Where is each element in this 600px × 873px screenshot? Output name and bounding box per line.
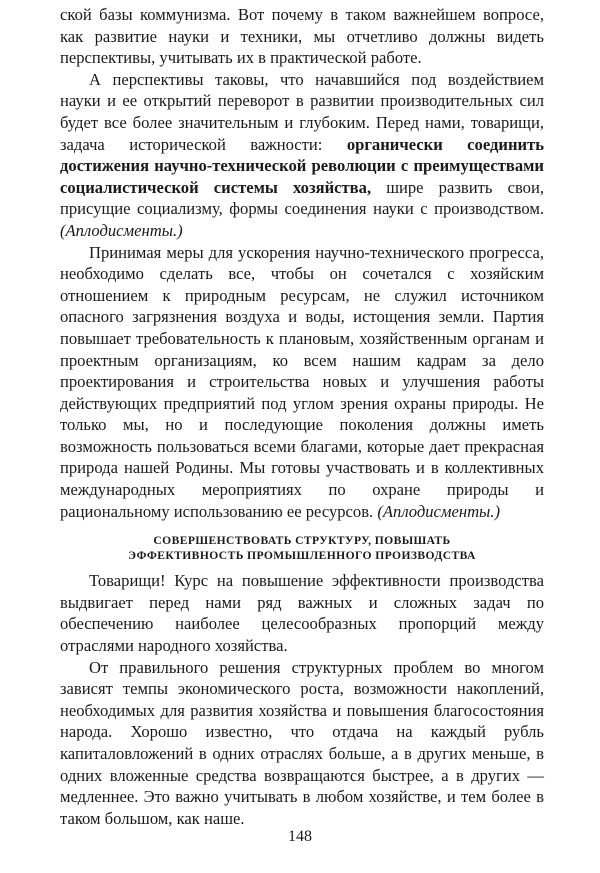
page-body [60,4,544,829]
section-heading-line-2: ЭФФЕКТИВНОСТЬ ПРОМЫШЛЕННОГО ПРОИЗВОДСТВА [128,549,476,563]
paragraph-2-bold-emphasis: органически соединить достижения научно-технической революции с преимуществами социалистической системы хозяйства, [60,134,544,197]
paragraph-1: ской базы коммунизма. Вот почему в таком важнейшем вопросе, как развитие науки и техники, мы отчетливо должны видеть перспективы, учитывать их в практической работе. [60,5,544,68]
paragraph-4: Товарищи! Курс на повышение эффективности производства выдвигает перед нами ряд важных и сложных задач по обеспечению наиболее целесообразных пропорций между отраслями народного хозяйства. [60,571,544,656]
paragraph-3 [60,242,544,523]
paragraph-3-text: Принимая меры для ускорения научно-технического прогресса, необходимо сделать все, чтобы он сочетался с хозяйским отношением к природным ресурсам, не служил источником опасного загрязнения воздуха и воды, истощения земли. Партия повышает требовательность к плановым, хозяйственным органам и проектным организациям, ко всем нашим кадрам за дело проектирования и строительства новых и улучшения работы действующих предприятий под углом зрения охраны природы. Не только мы, но и последующие поколения должны иметь возможность пользоваться всеми благами, которые дает прекрасная природа нашей Родины. Мы готовы участвовать и в коллективных международных мероприятиях по охране природы и рациональному использованию ее ресурсов. [60,242,544,521]
paragraph-2 [60,69,544,242]
section-heading-line-1: СОВЕРШЕНСТВОВАТЬ СТРУКТУРУ, ПОВЫШАТЬ [153,534,451,548]
section-heading [60,533,544,563]
page-number: 148 [288,828,312,845]
paragraph-2-rest: шире развить свои, присущие социализму, формы соединения науки с производством. [60,177,544,219]
paragraph-5: От правильного решения структурных проблем во многом зависят темпы экономического роста, возможности накоплений, необходимых для развития хозяйства и повышения благосостояния народа. Хорошо известно, что отдача на каждый рубль капиталовложений в одних отраслях больше, а в других меньше, в одних вложенные средства возвращаются быстрее, а в других — медленнее. Это важно учитывать в любом хозяйстве, и тем более в таком большом, как наше. [60,657,544,828]
applause-note: (Аплодисменты.) [60,220,183,240]
paragraph-2-lead: А перспективы таковы, что начавшийся под воздействием науки и ее открытий переворот в развитии производительных сил будет все более значительным и глубоким. Перед нами, товарищи, задача исторической важности: [60,69,544,154]
applause-note: (Аплодисменты.) [377,501,500,521]
